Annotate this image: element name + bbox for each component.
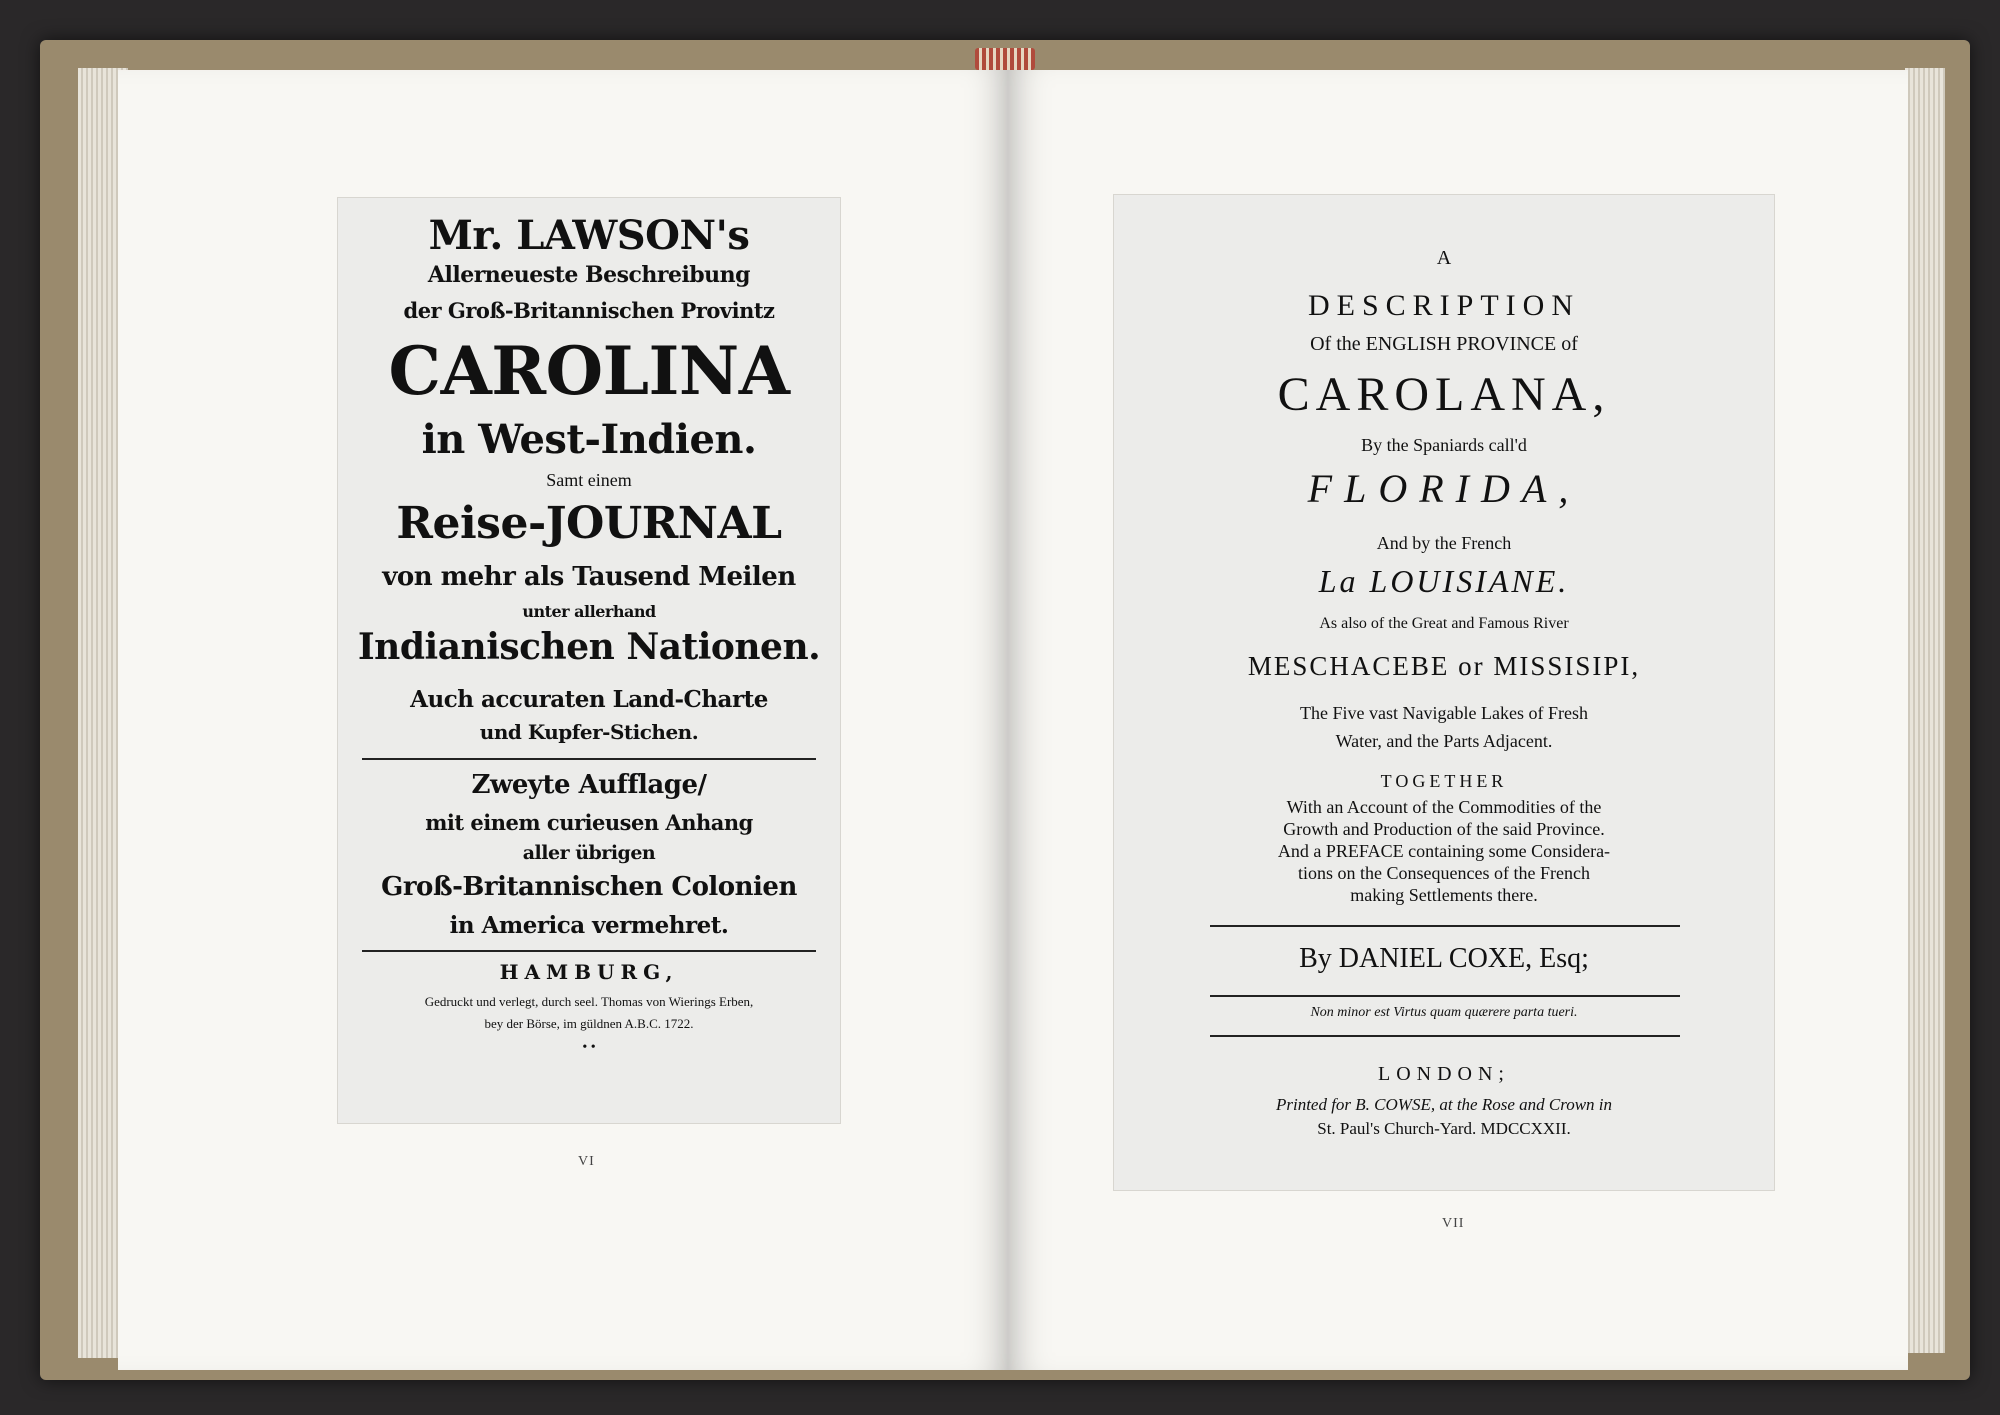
- title-line: in America vermehret.: [449, 912, 729, 939]
- title-line: LONDON;: [1378, 1063, 1510, 1085]
- rule: [1210, 995, 1680, 997]
- title-line: tions on the Consequences of the French: [1298, 863, 1590, 883]
- title-line: La LOUISIANE.: [1318, 563, 1570, 599]
- title-line: Mr. LAWSON's: [428, 212, 750, 259]
- title-line: The Five vast Navigable Lakes of Fresh: [1300, 703, 1588, 723]
- title-line: FLORIDA,: [1307, 466, 1581, 511]
- title-line: Groß-Britannischen Colonien: [381, 872, 797, 902]
- page-edges-right: [1905, 68, 1945, 1353]
- title-line: Indianischen Nationen.: [357, 626, 821, 668]
- title-line: und Kupfer-Stichen.: [479, 720, 699, 744]
- title-line: Growth and Production of the said Province.: [1283, 819, 1605, 839]
- title-line: Auch accuraten Land-Charte: [410, 686, 768, 713]
- title-line-author: By DANIEL COXE, Esq;: [1299, 943, 1589, 974]
- title-line: mit einem curieusen Anhang: [425, 810, 753, 835]
- page-number: VI: [578, 1154, 595, 1169]
- title-line: MESCHACEBE or MISSISIPI,: [1247, 651, 1641, 681]
- title-line: Of the ENGLISH PROVINCE of: [1310, 333, 1578, 355]
- title-line: • •: [582, 1040, 596, 1055]
- title-line: der Groß-Britannischen Provintz: [403, 298, 775, 323]
- title-line-carolina: CAROLINA: [388, 332, 790, 410]
- title-line: St. Paul's Church-Yard. MDCCXXII.: [1317, 1119, 1571, 1138]
- title-line: making Settlements there.: [1350, 885, 1538, 905]
- title-line-carolana: CAROLANA,: [1277, 368, 1611, 421]
- title-line: DESCRIPTION: [1307, 289, 1580, 322]
- rule: [1210, 1035, 1680, 1037]
- title-line: And a PREFACE containing some Considera-: [1277, 841, 1611, 861]
- title-line: By the Spaniards call'd: [1361, 435, 1527, 455]
- rule: [1210, 925, 1680, 927]
- title-line-motto: Non minor est Virtus quam quærere parta tueri.: [1310, 1005, 1578, 1020]
- title-line: Reise-JOURNAL: [396, 498, 782, 549]
- lawson-title-page-plate: [338, 198, 840, 1123]
- title-line: HAMBURG,: [499, 960, 679, 984]
- title-line: unter allerhand: [522, 602, 656, 621]
- title-line: A: [1436, 247, 1452, 269]
- title-line: And by the French: [1376, 533, 1512, 553]
- title-line: TOGETHER: [1380, 771, 1508, 791]
- title-line: Allerneueste Beschreibung: [427, 262, 751, 288]
- page-number: VII: [1442, 1216, 1465, 1231]
- rule: [362, 950, 816, 952]
- coxe-title-page-plate: [1114, 195, 1774, 1190]
- binding-thread: [975, 48, 1035, 70]
- title-line: With an Account of the Commodities of the: [1286, 797, 1602, 817]
- title-line: aller übrigen: [522, 842, 656, 864]
- title-line: von mehr als Tausend Meilen: [382, 562, 796, 592]
- title-line: As also of the Great and Famous River: [1319, 615, 1569, 632]
- title-line: Gedruckt und verlegt, durch seel. Thomas von Wierings Erben,: [424, 994, 754, 1009]
- title-line: Zweyte Aufflage/: [471, 770, 707, 800]
- title-line: Water, and the Parts Adjacent.: [1335, 731, 1553, 751]
- title-line: Printed for B. COWSE, at the Rose and Crown in: [1275, 1095, 1613, 1114]
- rule: [362, 758, 816, 760]
- title-line: in West-Indien.: [421, 416, 757, 463]
- title-line: Samt einem: [546, 470, 632, 490]
- title-line: bey der Börse, im güldnen A.B.C. 1722.: [484, 1016, 694, 1031]
